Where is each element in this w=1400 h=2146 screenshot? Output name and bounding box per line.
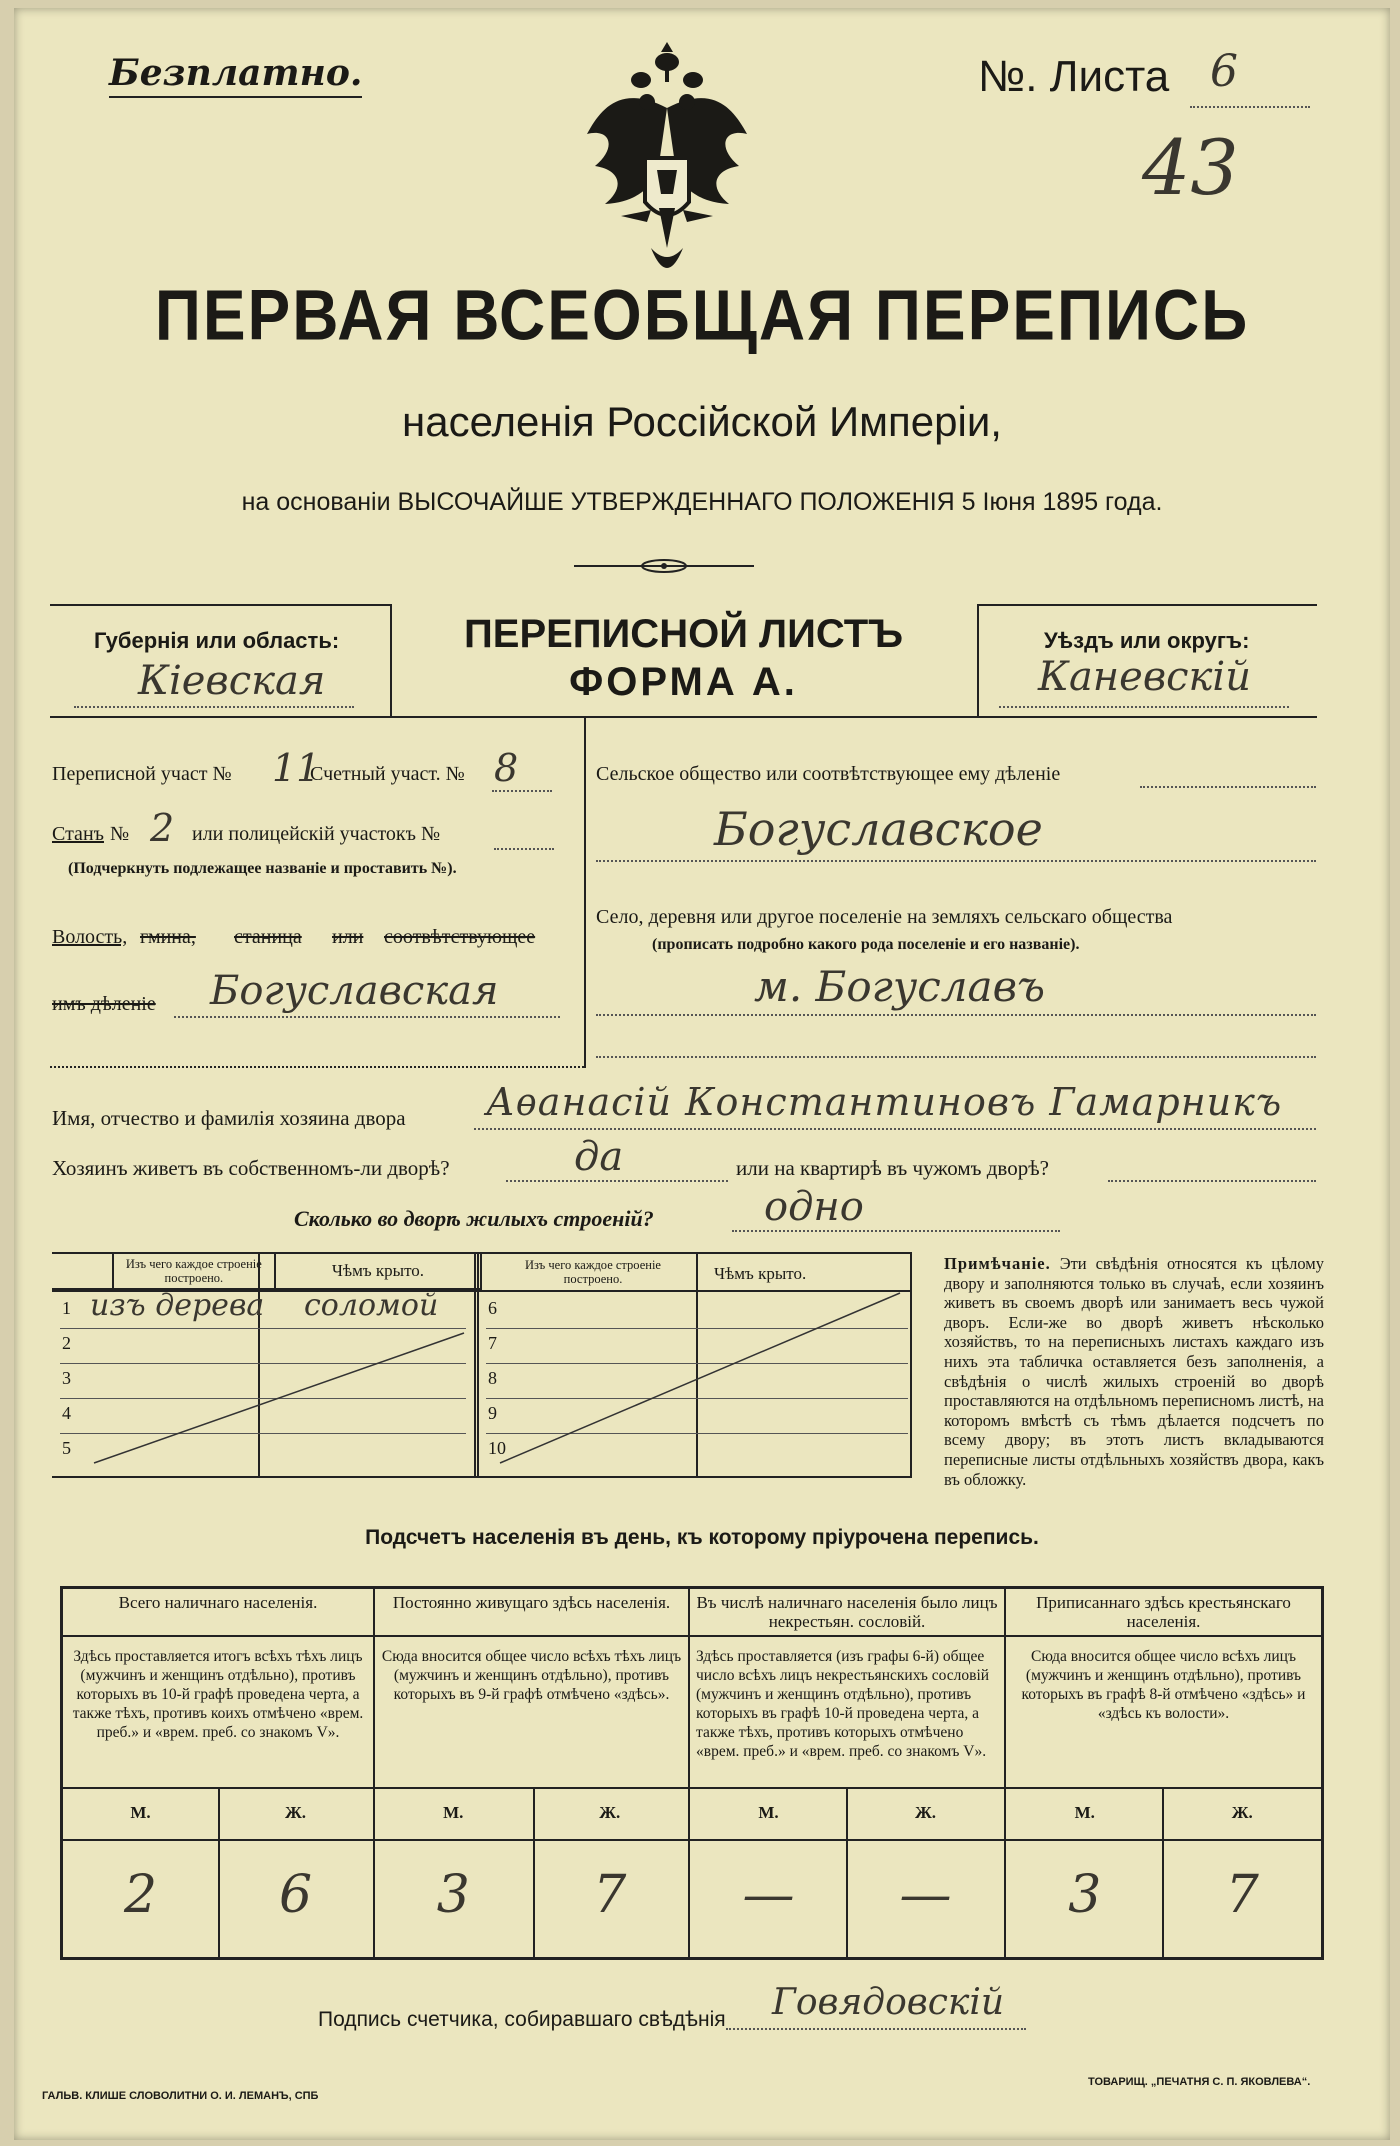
division-label: имъ дѣленіе [52,993,156,1015]
ornament-divider [574,556,754,576]
village-note: (прописать подробно какого рода поселеніе и его названіе). [652,936,1080,953]
note-title: Примѣчаніе. [944,1254,1051,1273]
society-label: Сельское общество или соотвѣтствующее ему дѣленіе [596,763,1061,785]
population-col-desc: Здѣсь проставляется (изъ графы 6-й) общее число всѣхъ лицъ некрестьянскихъ сословій (мужчинъ и женщинъ отдѣльно), противъ которыхъ въ графѣ 10-й проведена черта, а также тѣхъ, противъ которыхъ отмѣчено «врем. преб.» и «врем. преб. со знакомъ V». [696,1648,990,1760]
stan-label: Станъ [52,823,104,845]
building-row-number: 5 [62,1438,71,1458]
buildings-strike-right [480,1288,910,1468]
note-text: Эти свѣдѣнія относятся къ цѣлому двору и заполняются только въ случаѣ, если хозяинъ живетъ въ своемъ дворѣ или занимаетъ весь чужой дворъ. Если-же во дворѣ живетъ нѣсколько хозяйствъ, то на переписныхъ листахъ каждаго изъ нихъ эта табличка оставляется безъ заполненія, а свѣдѣнія о числѣ жилыхъ строеній во дворѣ проставляются на отдѣльномъ переписномъ листѣ, на которомъ вмѣстѣ съ тѣмъ дѣлается подсчетъ по всему двору; въ этотъ листъ вкладываются переписные листы отдѣльныхъ хозяйствъ двора, какъ въ обложку. [944,1254,1324,1489]
population-male-header: М. [758,1803,779,1822]
count-district-label: Счетный участ. № [310,763,465,785]
population-female-value: 6 [278,1865,313,1925]
census-district-value: 11 [272,746,321,790]
building-row-number: 2 [62,1333,71,1353]
population-male-value: 3 [1068,1865,1102,1925]
population-col-desc: Сюда вносится общее число всѣхъ лицъ (мужчинъ и женщинъ отдѣльно), противъ которыхъ въ графѣ 8-й отмѣчено «здѣсь» и «здѣсь къ волости». [1021,1648,1306,1722]
population-male-value: 2 [123,1865,158,1925]
population-female-header: Ж. [284,1803,307,1822]
buildings-value: одно [764,1184,864,1230]
building-material: изъ дерева [90,1288,265,1323]
buildings-table-left [52,1252,482,1290]
population-male-header: М. [443,1803,464,1822]
building-row-number: 7 [488,1333,497,1353]
population-male-value: — [742,1865,795,1925]
population-col-title: Приписаннаго здѣсь крестьянскаго населенія. [1036,1593,1291,1631]
building-row-number: 1 [62,1298,71,1318]
col-material-header: Изъ чего каждое строеніе построено. [113,1253,275,1289]
uezd-value: Каневскій [1038,654,1251,700]
population-heading: Подсчетъ населенія въ день, къ которому пріурочена перепись. [365,1526,1039,1549]
col-roof-header-2: Чѣмъ крыто. [714,1264,807,1283]
signature-value: Говядовскій [772,1982,1005,2023]
stan-value: 2 [150,806,175,850]
population-col-title: Всего наличнаго населенія. [118,1593,318,1612]
population-col-desc: Сюда вносится общее число всѣхъ тѣхъ лицъ (мужчинъ и женщинъ отдѣльно), противъ которыхъ въ 9-й графѣ отмѣчено «здѣсь». [381,1648,682,1703]
building-row-number: 8 [488,1368,497,1388]
own-yard-value: да [574,1134,624,1180]
population-col-desc: Здѣсь проставляется итогъ всѣхъ тѣхъ лицъ (мужчинъ и женщинъ отдѣльно), противъ которыхъ въ 10-й графѣ проведена черта, а также тѣхъ, противъ коихъ отмѣчено «врем. преб.» и «врем. преб. со знакомъ V». [72,1648,364,1741]
own-yard-label: Хозяинъ живетъ въ собственномъ-ли дворѣ? [52,1156,450,1180]
population-female-value: 7 [593,1865,627,1925]
free-label: Безплатно. [109,52,362,98]
imperial-eagle-emblem [581,38,753,272]
population-female-value: 7 [1225,1865,1259,1925]
population-male-header: М. [130,1803,151,1822]
printer-right: ТОВАРИЩ. „ПЕЧАТНЯ С. П. ЯКОВЛЕВА“. [1088,2076,1311,2088]
or-label: или [332,926,364,948]
census-sheet [14,8,1390,2140]
owner-label: Имя, отчество и фамилія хозяина двора [52,1106,406,1130]
corresponding-label: соотвѣтствующее [384,926,536,948]
building-row-number: 4 [62,1403,71,1423]
stanitsa-label: станица [234,926,302,948]
building-roof: соломой [304,1288,439,1323]
apartment-label: или на квартирѣ въ чужомъ дворѣ? [736,1156,1049,1180]
volost-label: Волость, [52,926,128,948]
census-title: ПЕРВАЯ ВСЕОБЩАЯ ПЕРЕПИСЬ [154,274,1250,356]
population-female-header: Ж. [914,1803,937,1822]
uezd-label: Уѣздъ или округъ: [1044,628,1250,653]
building-row-number: 9 [488,1403,497,1423]
signature-label: Подпись счетчика, собиравшаго свѣдѣнія [318,2008,726,2031]
underline-note: (Подчеркнуть подлежащее названіе и проставить №). [68,860,457,877]
buildings-strike-left [74,1328,474,1468]
form-name: ПЕРЕПИСНОЙ ЛИСТЪ [464,612,903,656]
population-male-header: М. [1074,1803,1095,1822]
building-row-number: 6 [488,1298,497,1318]
population-female-header: Ж. [1231,1803,1253,1822]
census-basis: на основаніи ВЫСОЧАЙШЕ УТВЕРЖДЕННАГО ПОЛОЖЕНІЯ 5 Іюня 1895 года. [241,488,1163,516]
col-roof-header: Чѣмъ крыто. [275,1253,481,1289]
col-material-header-2: Изъ чего каждое строеніе построено. [525,1258,661,1286]
society-value: Богуславское [714,802,1043,856]
owner-value: Аѳанасій Константиновъ Гамарникъ [486,1080,1283,1124]
gmina-label: гмина, [140,926,196,948]
village-value: м. Богуславъ [754,962,1046,1011]
buildings-label: Сколько во дворѣ жилыхъ строеній? [294,1206,654,1231]
volost-value: Богуславская [210,968,499,1014]
police-district-label: или полицейскій участокъ № [192,823,441,845]
sheet-number-label: №. Листа [978,52,1170,101]
printer-left: ГАЛЬВ. КЛИШЕ СЛОВОЛИТНИ О. И. ЛЕМАНЪ, СПБ [42,2090,319,2102]
sheet-number-value: 6 [1210,46,1238,97]
building-row-number: 10 [488,1438,506,1458]
census-subtitle: населенія Россійской Имперіи, [402,398,1002,445]
stan-number-label: № [110,823,130,845]
gubernia-label: Губернія или область: [94,628,340,653]
building-row-number: 3 [62,1368,71,1388]
population-male-value: 3 [436,1865,470,1925]
population-col-title: Въ числѣ наличнаго населенія было лицъ некрестьян. сословій. [696,1593,998,1631]
population-female-header: Ж. [599,1803,621,1822]
gubernia-value: Кіевская [138,658,326,704]
village-label: Село, деревня или другое поселеніе на земляхъ сельскаго общества [596,906,1173,928]
note-block [944,1254,1324,1489]
census-district-label: Переписной участ № [52,763,232,785]
form-type: ФОРМА А. [569,660,798,704]
count-district-value: 8 [494,746,519,790]
population-table [60,1586,1324,1960]
population-col-title: Постоянно живущаго здѣсь населенія. [392,1593,671,1612]
sheet-number-handwritten: 43 [1142,123,1239,212]
population-female-value: — [899,1865,952,1925]
